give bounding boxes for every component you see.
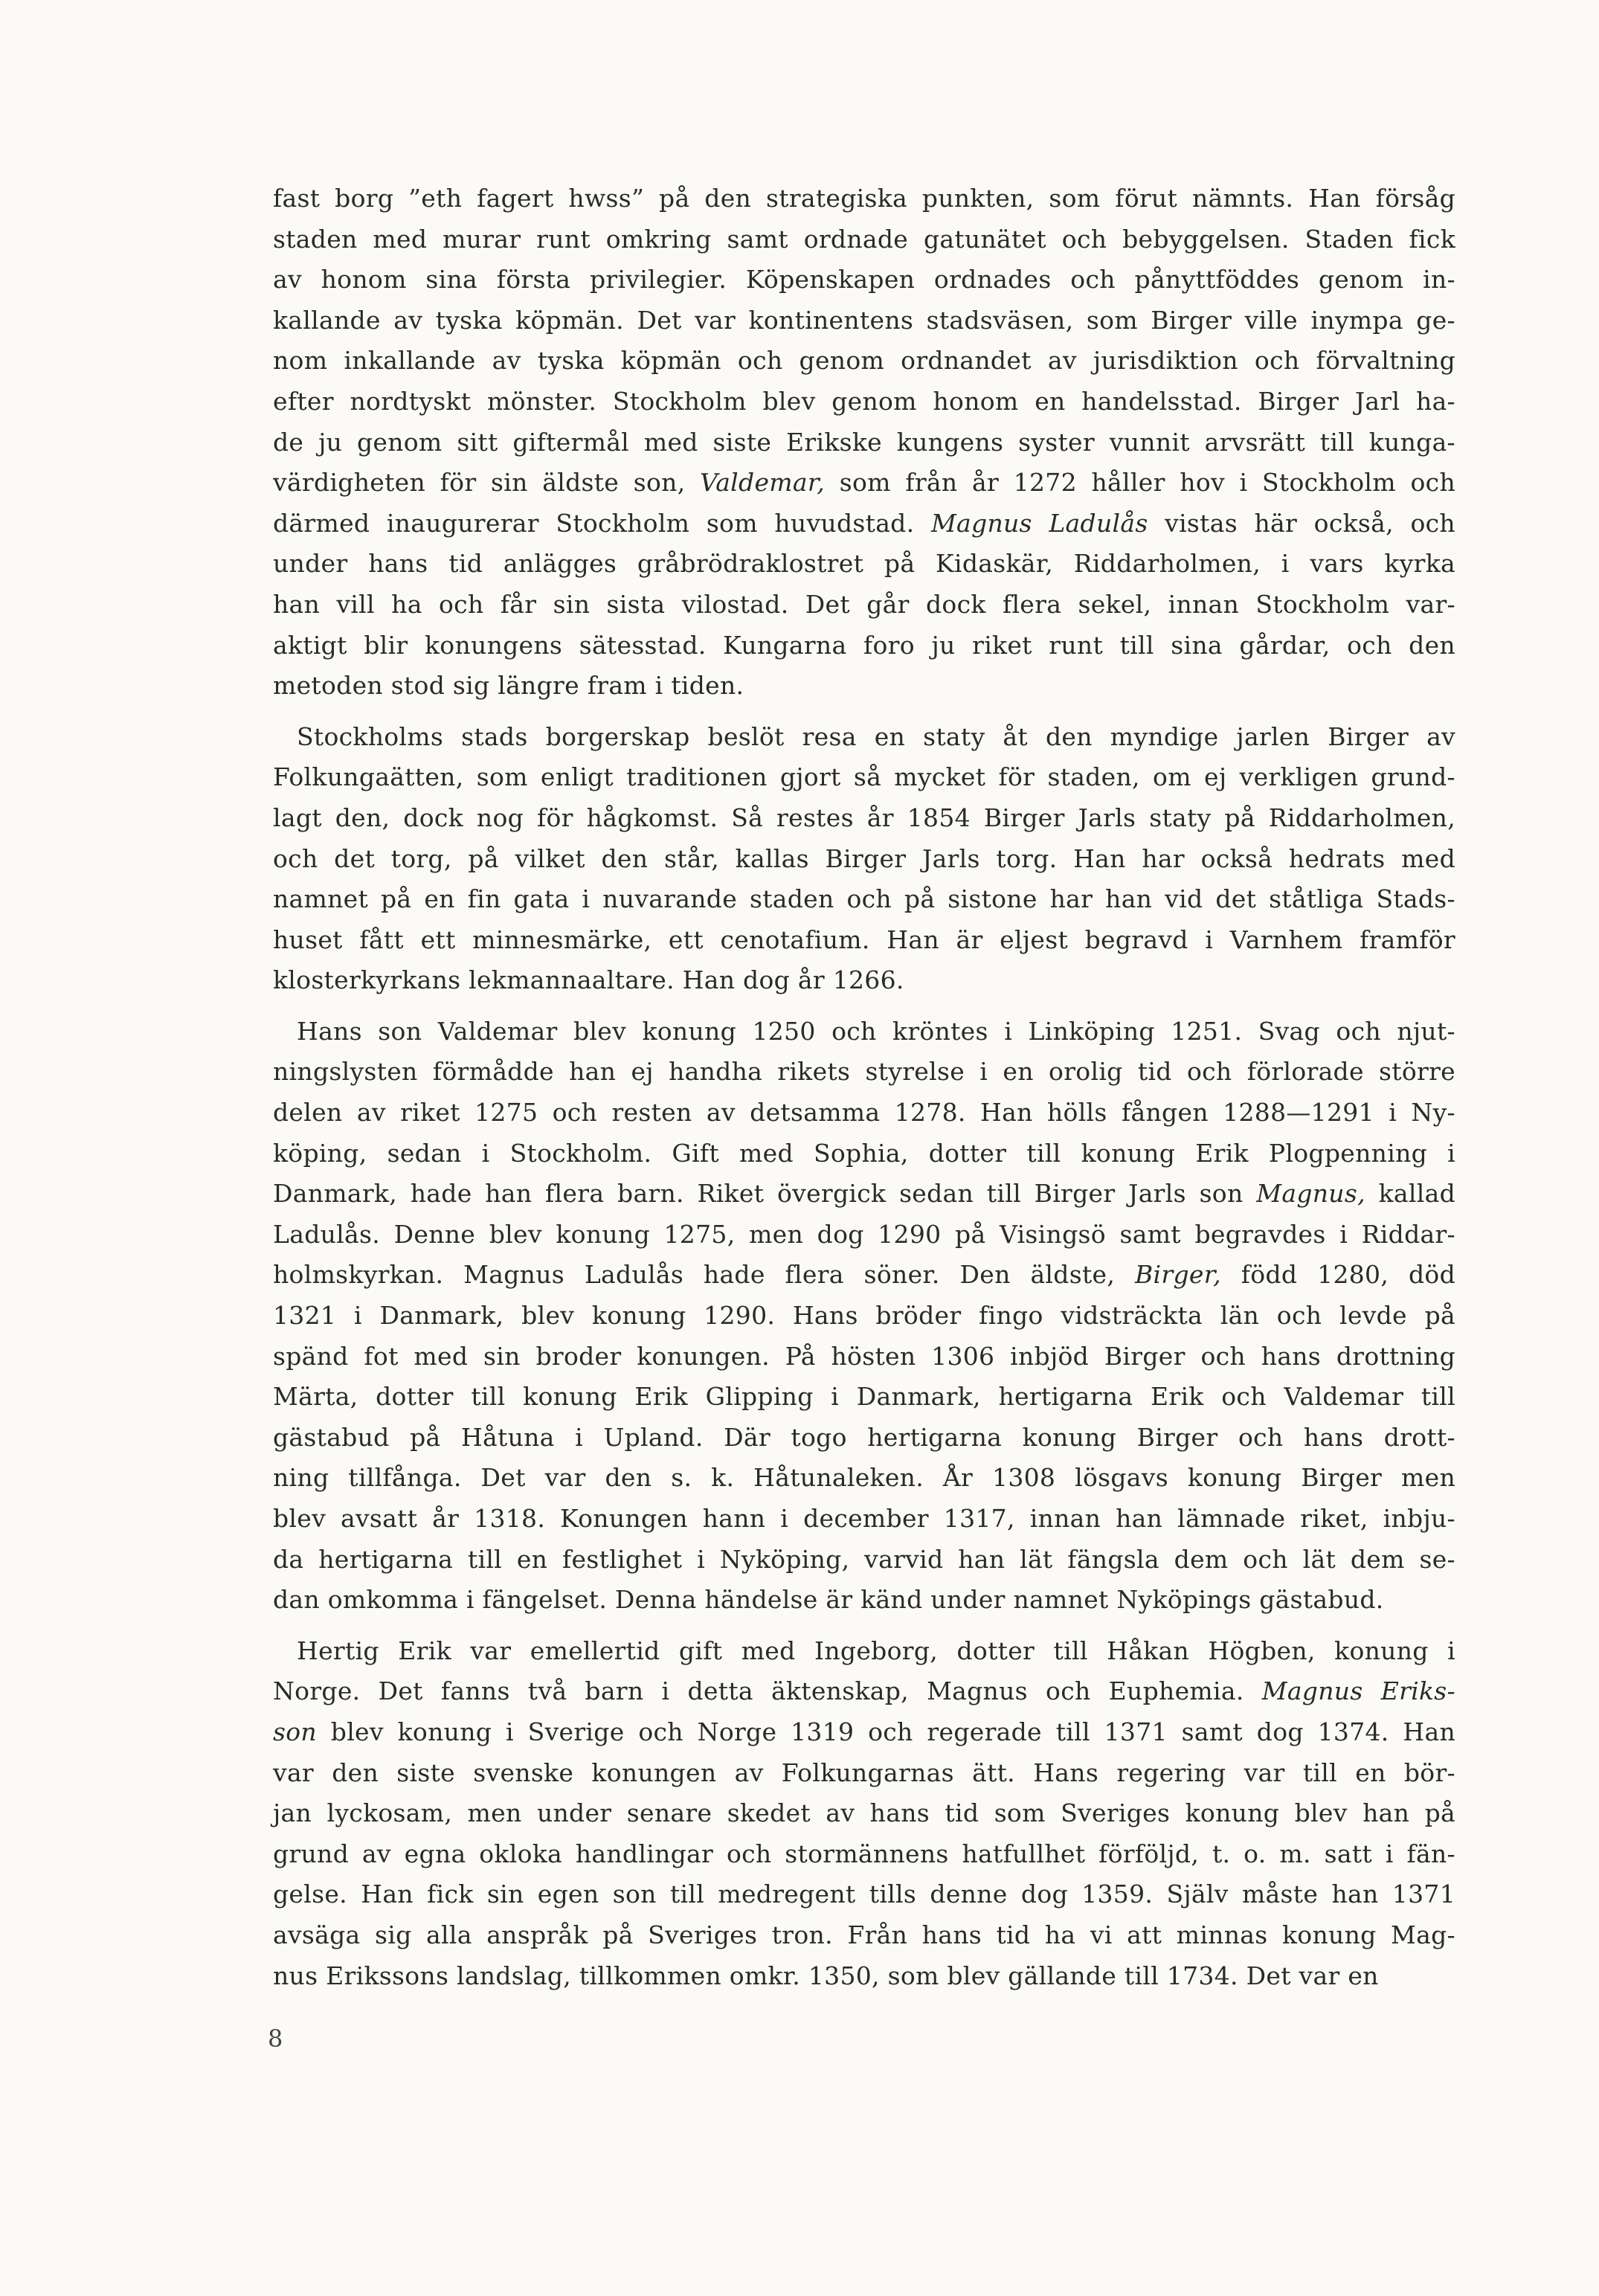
text-line: [273, 382, 1455, 422]
text-line: [273, 1052, 1455, 1093]
text-run: ningslysten förmådde han ej handha rikets styrelse i en orolig tid och förlorade större: [273, 1057, 1455, 1087]
text-run: Märta, dotter till konung Erik Glipping i Danmark, hertigarna Erik och Valdemar till: [273, 1382, 1455, 1412]
text-run: huset fått ett minnesmärke, ett cenotafium. Han är eljest begravd i Varnhem framför: [273, 924, 1455, 954]
text-run: 1321 i Danmark, blev konung 1290. Hans bröder fingo vidsträckta län och levde på: [273, 1301, 1455, 1331]
text-run: Folkungaätten, som enligt traditionen gjort så mycket för staden, om ej verkligen grund-: [273, 762, 1455, 792]
text-line: [273, 666, 1455, 707]
text-run: vistas här också, och: [1148, 508, 1455, 538]
text-line: [273, 757, 1455, 798]
text-line: [273, 463, 1455, 504]
text-run: var den siste svenske konungen av Folkungarnas ätt. Hans regering var till en bör-: [273, 1758, 1455, 1787]
text-line: [273, 960, 1455, 1001]
text-run: som från år 1272 håller hov i Stockholm och: [825, 468, 1455, 498]
text-run: Hans son Valdemar blev konung 1250 och kröntes i Linköping 1251. Svag och njut-: [297, 1016, 1455, 1046]
text-run: aktigt blir konungens sätesstad. Kungarna foro ju riket runt till sina gårdar, och den: [273, 630, 1455, 660]
italic-name: Magnus,: [1256, 1179, 1365, 1209]
text-line: [273, 260, 1455, 300]
text-run: nom inkallande av tyska köpmän och genom ordnandet av jurisdiktion och förvaltning: [273, 346, 1455, 376]
text-run: nus Erikssons landslag, tillkommen omkr. 1350, som blev gällande till 1734. Det var en: [273, 1961, 1379, 1990]
text-run: holmskyrkan. Magnus Ladulås hade flera söner. Den äldste,: [273, 1260, 1135, 1290]
italic-name: son: [273, 1717, 317, 1746]
text-line: [273, 1915, 1455, 1956]
text-line: [273, 1174, 1455, 1215]
text-line: [273, 1580, 1455, 1621]
text-run: jan lyckosam, men under senare skedet av hans tid som Sveriges konung blev han på: [273, 1798, 1455, 1828]
text-run: dan omkomma i fängelset. Denna händelse är känd under namnet Nyköpings gästabud.: [273, 1585, 1384, 1615]
text-line: [273, 179, 1455, 219]
text-line: [273, 1540, 1455, 1580]
text-run: lagt den, dock nog för hågkomst. Så restes år 1854 Birger Jarls staty på Riddarholmen,: [273, 803, 1455, 832]
text-run: kallad: [1365, 1179, 1455, 1209]
italic-name: Magnus Ladulås: [930, 508, 1148, 538]
text-run: Danmark, hade han flera barn. Riket övergick sedan till Birger Jarls son: [273, 1179, 1257, 1209]
text-run: Norge. Det fanns två barn i detta äktenskap, Magnus och Euphemia.: [273, 1676, 1262, 1706]
text-line: [273, 1458, 1455, 1499]
text-line: [273, 504, 1455, 544]
text-run: av honom sina första privilegier. Köpenskapen ordnades och pånyttföddes genom in-: [273, 265, 1455, 295]
text-run: och det torg, på vilket den står, kallas Birger Jarls torg. Han har också hedrats med: [273, 843, 1455, 873]
text-run: därmed inaugurerar Stockholm som huvudstad.: [273, 508, 931, 538]
text-run: klosterkyrkans lekmannaaltare. Han dog år 1266.: [273, 965, 904, 995]
text-line: [273, 1215, 1455, 1255]
paragraph: [273, 1012, 1455, 1621]
text-run: Stockholms stads borgerskap beslöt resa en staty åt den myndige jarlen Birger av: [297, 721, 1455, 751]
text-run: gästabud på Håtuna i Upland. Där togo hertigarna konung Birger och hans drott-: [273, 1422, 1455, 1452]
text-run: Hertig Erik var emellertid gift med Ingeborg, dotter till Håkan Högben, konung i: [297, 1636, 1455, 1665]
text-run: spänd fot med sin broder konungen. På hösten 1306 inbjöd Birger och hans drottning: [273, 1341, 1455, 1371]
italic-name: Magnus Eriks-: [1261, 1676, 1455, 1706]
body-text: [273, 179, 1455, 2007]
text-line: [273, 879, 1455, 920]
text-run: grund av egna okloka handlingar och stormännens hatfullhet förföljd, t. o. m. satt i fän-: [273, 1839, 1455, 1868]
paragraph: [273, 179, 1455, 707]
text-line: [273, 1093, 1455, 1133]
text-line: [273, 1337, 1455, 1377]
text-line: [273, 219, 1455, 260]
italic-name: Birger,: [1134, 1260, 1221, 1290]
text-run: blev avsatt år 1318. Konungen hann i december 1317, innan han lämnade riket, inbju-: [273, 1504, 1455, 1533]
text-line: [273, 920, 1455, 961]
text-line: [273, 1753, 1455, 1794]
text-line: [273, 1499, 1455, 1540]
text-line: [273, 1956, 1455, 1997]
text-line: [273, 1012, 1455, 1052]
text-line: [273, 544, 1455, 585]
text-run: efter nordtyskt mönster. Stockholm blev genom honom en handelsstad. Birger Jarl ha-: [273, 386, 1455, 416]
text-line: [273, 717, 1455, 758]
text-run: blev konung i Sverige och Norge 1319 och regerade till 1371 samt dog 1374. Han: [316, 1717, 1455, 1746]
text-run: född 1280, död: [1220, 1260, 1455, 1290]
text-run: namnet på en fin gata i nuvarande staden och på sistone har han vid det ståtliga Stads-: [273, 884, 1455, 914]
text-run: delen av riket 1275 och resten av detsamma 1278. Han hölls fången 1288—1291 i Ny-: [273, 1098, 1455, 1128]
text-run: under hans tid anlägges gråbrödraklostret på Kidaskär, Riddarholmen, i vars kyrka: [273, 549, 1455, 579]
text-line: [273, 422, 1455, 463]
text-run: värdigheten för sin äldste son,: [273, 468, 701, 498]
text-line: [273, 1631, 1455, 1672]
text-run: de ju genom sitt giftermål med siste Erikske kungens syster vunnit arvsrätt till kunga-: [273, 427, 1455, 457]
text-line: [273, 798, 1455, 839]
text-run: kallande av tyska köpmän. Det var kontinentens stadsväsen, som Birger ville inympa ge-: [273, 305, 1455, 335]
text-line: [273, 1671, 1455, 1712]
text-line: [273, 1255, 1455, 1296]
text-run: köping, sedan i Stockholm. Gift med Sophia, dotter till konung Erik Plogpenning i: [273, 1138, 1455, 1168]
text-line: [273, 1296, 1455, 1337]
text-run: avsäga sig alla anspråk på Sveriges tron. Från hans tid ha vi att minnas konung Mag-: [273, 1920, 1455, 1949]
text-run: da hertigarna till en festlighet i Nyköping, varvid han lät fängsla dem och lät dem se-: [273, 1544, 1455, 1574]
paragraph: [273, 717, 1455, 1001]
text-run: han vill ha och får sin sista vilostad. Det går dock flera sekel, innan Stockholm var-: [273, 589, 1455, 619]
text-run: gelse. Han fick sin egen son till medregent tills denne dog 1359. Själv måste han 1371: [273, 1879, 1455, 1909]
text-run: fast borg ”eth fagert hwss” på den strategiska punkten, som förut nämnts. Han försåg: [273, 184, 1455, 213]
text-run: metoden stod sig längre fram i tiden.: [273, 671, 744, 701]
text-run: ning tillfånga. Det var den s. k. Håtunaleken. År 1308 lösgavs konung Birger men: [273, 1463, 1455, 1493]
text-line: [273, 839, 1455, 880]
text-run: Ladulås. Denne blev konung 1275, men dog 1290 på Visingsö samt begravdes i Riddar-: [273, 1219, 1455, 1249]
text-line: [273, 341, 1455, 382]
text-line: [273, 1418, 1455, 1459]
paragraph: [273, 1631, 1455, 1996]
text-line: [273, 1834, 1455, 1875]
text-line: [273, 300, 1455, 341]
text-line: [273, 1793, 1455, 1834]
text-line: [273, 1377, 1455, 1418]
text-line: [273, 1874, 1455, 1915]
text-line: [273, 1133, 1455, 1174]
text-line: [273, 1712, 1455, 1753]
text-line: [273, 626, 1455, 666]
text-run: staden med murar runt omkring samt ordnade gatunätet och bebyggelsen. Staden fick: [273, 224, 1455, 254]
italic-name: Valdemar,: [700, 468, 826, 498]
text-line: [273, 585, 1455, 626]
page-number: 8: [268, 2025, 283, 2053]
